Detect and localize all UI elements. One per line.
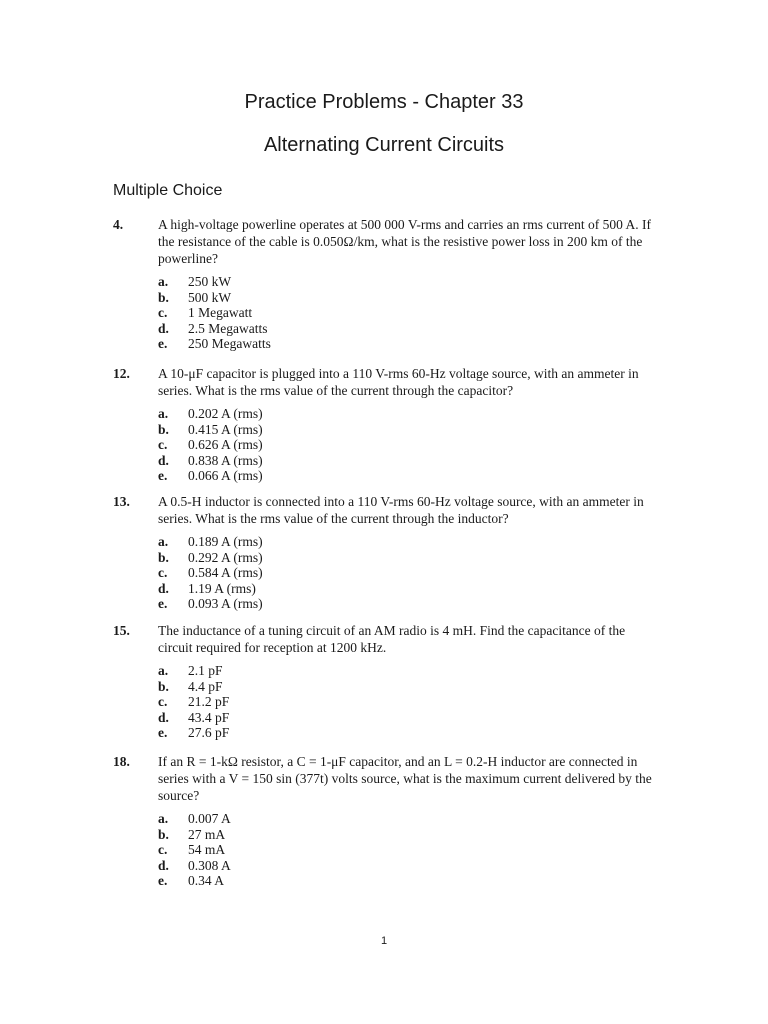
answer-option <box>158 596 658 612</box>
answer-option <box>158 437 658 453</box>
answer-options <box>158 663 658 741</box>
question-item <box>113 365 658 484</box>
option-text: 0.202 A (rms) <box>188 406 263 421</box>
option-text: 2.1 pF <box>188 663 223 678</box>
option-text: 0.189 A (rms) <box>188 534 263 549</box>
question-text: A high-voltage powerline operates at 500 000 V-rms and carries an rms current of 500 A. If the resistance of the cable is 0.050Ω/km, what is the resistive power loss in 200 km of the powerline? <box>158 217 651 266</box>
option-text: 1.19 A (rms) <box>188 580 256 596</box>
question-number: 4. <box>113 217 124 232</box>
option-label: d. <box>158 452 169 468</box>
option-text: 2.5 Megawatts <box>188 320 268 336</box>
answer-option <box>158 679 658 695</box>
answer-option <box>158 406 658 422</box>
answer-option <box>158 827 658 843</box>
option-label: a. <box>158 274 169 289</box>
option-text: 500 kW <box>188 289 232 305</box>
option-text: 21.2 pF <box>188 694 230 709</box>
option-label: e. <box>158 596 168 611</box>
page-number: 1 <box>380 935 388 947</box>
option-label: c. <box>158 694 168 709</box>
answer-option <box>158 873 658 889</box>
option-label: a. <box>158 534 169 549</box>
answer-option <box>158 842 658 858</box>
answer-options <box>158 274 658 352</box>
option-text: 0.584 A (rms) <box>188 565 263 580</box>
answer-option <box>158 274 658 290</box>
option-label: c. <box>158 842 168 857</box>
answer-options <box>158 406 658 484</box>
option-text: 0.066 A (rms) <box>188 468 263 483</box>
page-title: Practice Problems - Chapter 33 <box>244 91 524 113</box>
option-label: b. <box>158 826 169 842</box>
option-label: d. <box>158 857 169 873</box>
answer-option <box>158 321 658 337</box>
answer-option <box>158 468 658 484</box>
option-label: a. <box>158 811 169 826</box>
question-text: If an R = 1-kΩ resistor, a C = 1-μF capacitor, and an L = 0.2-H inductor are connected in series with a V = 150 sin (377t) volts source, what is the maximum current delivered by the source? <box>158 754 652 803</box>
option-label: c. <box>158 305 168 320</box>
question-number: 15. <box>113 623 130 638</box>
option-text: 1 Megawatt <box>188 305 253 320</box>
option-text: 250 kW <box>188 274 232 289</box>
page-subtitle: Alternating Current Circuits <box>263 134 505 156</box>
answer-option <box>158 663 658 679</box>
answer-option <box>158 550 658 566</box>
question-item <box>113 493 658 612</box>
option-label: d. <box>158 320 169 336</box>
question-number: 13. <box>113 494 130 509</box>
option-text: 27 mA <box>188 826 226 842</box>
question-number: 18. <box>113 754 130 769</box>
option-text: 27.6 pF <box>188 725 230 740</box>
option-label: c. <box>158 437 168 452</box>
answer-options <box>158 534 658 612</box>
option-text: 0.007 A <box>188 811 231 826</box>
question-number: 12. <box>113 366 130 381</box>
option-label: e. <box>158 725 168 740</box>
option-label: c. <box>158 565 168 580</box>
answer-option <box>158 453 658 469</box>
option-label: b. <box>158 678 169 694</box>
option-label: b. <box>158 289 169 305</box>
answer-option <box>158 422 658 438</box>
option-label: e. <box>158 468 168 483</box>
option-label: a. <box>158 406 169 421</box>
answer-option <box>158 710 658 726</box>
section-heading: Multiple Choice <box>113 182 223 199</box>
question-text: A 0.5-H inductor is connected into a 110 V-rms 60-Hz voltage source, with an ammeter in series. What is the rms value of the current through the inductor? <box>158 494 644 526</box>
option-text: 43.4 pF <box>188 709 230 725</box>
option-text: 250 Megawatts <box>188 336 271 351</box>
answer-option <box>158 694 658 710</box>
answer-option <box>158 725 658 741</box>
answer-option <box>158 305 658 321</box>
option-label: e. <box>158 873 168 888</box>
option-label: b. <box>158 421 169 437</box>
option-text: 0.626 A (rms) <box>188 437 263 452</box>
answer-option <box>158 336 658 352</box>
option-label: b. <box>158 549 169 565</box>
option-label: e. <box>158 336 168 351</box>
option-text: 4.4 pF <box>188 678 223 694</box>
option-label: d. <box>158 709 169 725</box>
option-label: a. <box>158 663 169 678</box>
answer-option <box>158 565 658 581</box>
option-text: 0.308 A <box>188 857 231 873</box>
answer-options <box>158 811 658 889</box>
option-text: 0.34 A <box>188 873 225 888</box>
answer-option <box>158 534 658 550</box>
option-text: 0.415 A (rms) <box>188 421 263 437</box>
question-item <box>113 753 658 889</box>
answer-option <box>158 811 658 827</box>
question-item <box>113 622 658 741</box>
option-text: 0.838 A (rms) <box>188 452 263 468</box>
option-text: 54 mA <box>188 842 226 857</box>
option-label: d. <box>158 580 169 596</box>
question-text: The inductance of a tuning circuit of an AM radio is 4 mH. Find the capacitance of the circuit required for reception at 1200 kHz. <box>158 623 626 655</box>
answer-option <box>158 581 658 597</box>
option-text: 0.093 A (rms) <box>188 596 263 611</box>
option-text: 0.292 A (rms) <box>188 549 263 565</box>
answer-option <box>158 858 658 874</box>
question-item <box>113 216 658 352</box>
answer-option <box>158 290 658 306</box>
question-text: A 10-μF capacitor is plugged into a 110 V-rms 60-Hz voltage source, with an ammeter in series. What is the rms value of the current through the capacitor? <box>158 366 639 398</box>
